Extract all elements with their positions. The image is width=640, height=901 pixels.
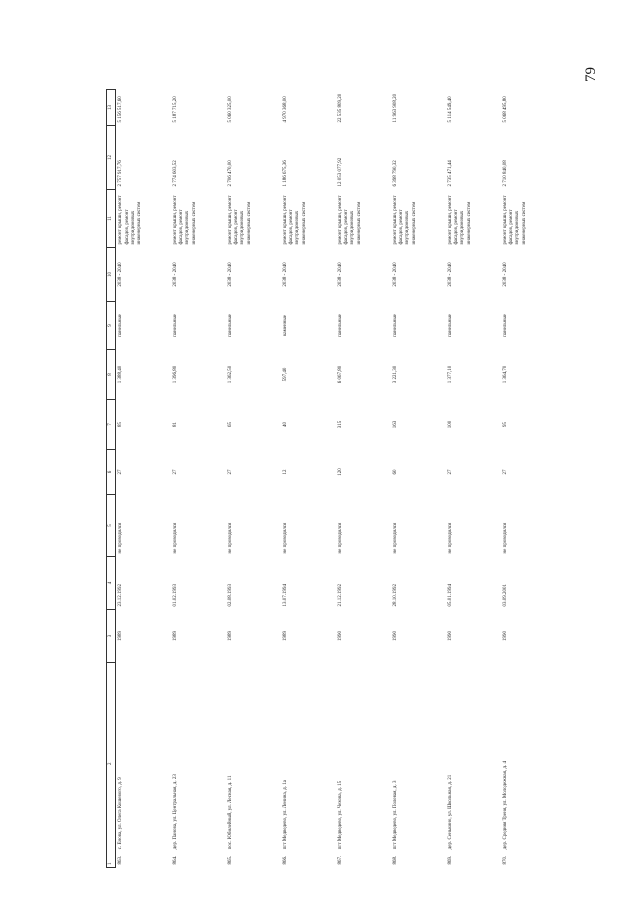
work-types-cell: ремонт крыши, ремонт фасадов, ремонт внутридомовых инженерных систем	[282, 195, 307, 245]
date-cell: 13.07.1994	[282, 584, 288, 607]
column-6-cell: 27	[447, 469, 453, 475]
table-body	[107, 90, 556, 868]
address-text: дер. Сенькино, ул. Школьная, д. 21	[447, 774, 453, 850]
address-cell	[171, 663, 226, 868]
cost-cell: 2 757 917,76	[118, 160, 124, 187]
column-7-cell: 95	[502, 422, 508, 427]
date-cell: 23.12.1992	[118, 584, 124, 607]
year-built-cell: 1990	[392, 631, 398, 641]
table-row	[226, 90, 281, 868]
column-number: 12	[107, 126, 116, 190]
column-7-cell: 85	[118, 422, 124, 427]
renovation-cell: не проводился	[118, 522, 124, 554]
year-built-cell: 1989	[282, 631, 288, 641]
renovation-cell: не проводился	[502, 522, 508, 554]
row-number: 868.	[392, 855, 398, 865]
area-cell: 1 364,70	[502, 365, 508, 384]
table-row	[281, 90, 336, 868]
address-text: пос. Юбилейный, ул. Лесная, д. 11	[227, 775, 233, 850]
cost-cell: 1 186 675,36	[282, 160, 288, 187]
column-6-cell: 27	[502, 469, 508, 475]
total-cell: 5 187 715,20	[172, 96, 178, 123]
date-cell: 21.12.1992	[337, 584, 343, 607]
period-cell: 2038 - 2040	[282, 262, 288, 287]
total-cell: 5 060 325,00	[227, 96, 233, 123]
column-number: 6	[107, 450, 116, 495]
total-cell: 5 068 495,80	[502, 96, 508, 123]
year-built-cell: 1990	[447, 631, 453, 641]
wall-type-cell: панельные	[172, 314, 178, 337]
address-cell	[336, 663, 391, 868]
cost-cell: 2 735 471,44	[447, 160, 453, 187]
total-cell: 11 963 908,20	[392, 93, 398, 123]
cost-cell: 2 774 603,52	[172, 160, 178, 187]
period-cell: 2038 - 2040	[502, 262, 508, 287]
renovation-cell: не проводился	[447, 522, 453, 554]
column-number: 5	[107, 495, 116, 557]
address-text: с. Енова, ул. Олега Кошевого, д. 9	[118, 777, 124, 850]
work-types-cell: ремонт крыши, ремонт фасадов, ремонт внутридомовых инженерных систем	[502, 195, 527, 245]
wall-type-cell: панельные	[392, 314, 398, 337]
year-built-cell: 1989	[227, 631, 233, 641]
address-cell	[226, 663, 281, 868]
renovation-cell: не проводился	[282, 522, 288, 554]
period-cell: 2038 - 2040	[118, 262, 124, 287]
renovation-cell: не проводился	[172, 522, 178, 554]
area-cell: 1 388,40	[118, 365, 124, 384]
column-number-row	[107, 90, 116, 868]
column-number: 4	[107, 557, 116, 610]
wall-type-cell: панельные	[118, 314, 124, 337]
row-number: 863.	[118, 855, 124, 865]
total-cell: 5 114 549,40	[447, 96, 453, 123]
column-number: 13	[107, 90, 116, 126]
year-built-cell: 1989	[172, 631, 178, 641]
cost-cell: 2 710 840,08	[502, 160, 508, 187]
work-types-cell: ремонт крыши, ремонт фасадов, ремонт внутридомовых инженерных систем	[227, 195, 252, 245]
column-6-cell: 12	[282, 469, 288, 475]
total-cell: 4 970 368,00	[282, 96, 288, 123]
renovation-cell: не проводился	[227, 522, 233, 554]
period-cell: 2038 - 2040	[172, 262, 178, 287]
address-cell	[391, 663, 446, 868]
row-number: 864.	[172, 855, 178, 865]
table-row	[116, 90, 171, 868]
work-types-cell: ремонт крыши, ремонт фасадов, ремонт внутридомовых инженерных систем	[392, 195, 417, 245]
area-cell: 1 377,10	[447, 365, 453, 384]
address-text: пгт Медведево, ул. Чехова, д. 15	[337, 780, 343, 850]
address-text: дер. Панова, ул. Центральная, д. 23	[172, 774, 178, 850]
column-number: 9	[107, 302, 116, 350]
column-7-cell: 40	[282, 422, 288, 427]
column-number-1: 1	[108, 862, 113, 865]
column-7-cell: 81	[172, 422, 178, 427]
cost-cell: 12 053 077,92	[337, 157, 343, 187]
work-types-cell: ремонт крыши, ремонт фасадов, ремонт внутридомовых инженерных систем	[447, 195, 472, 245]
date-cell: 02.08.1993	[227, 584, 233, 607]
renovation-cell: не проводился	[392, 522, 398, 554]
renovation-cell: не проводился	[337, 522, 343, 554]
year-built-cell: 1989	[118, 631, 124, 641]
work-types-cell: ремонт крыши, ремонт фасадов, ремонт внутридомовых инженерных систем	[337, 195, 362, 245]
wall-type-cell: панельные	[447, 314, 453, 337]
table-row	[391, 90, 446, 868]
page-number: 79	[583, 67, 599, 82]
area-cell: 1 396,80	[172, 365, 178, 384]
column-number: 7	[107, 400, 116, 450]
period-cell: 2038 - 2040	[337, 262, 343, 287]
row-number: 870.	[502, 855, 508, 865]
wall-type-cell: каменные	[282, 315, 288, 336]
address-text: пгт Медведево, ул. Полевая, д. 3	[392, 780, 398, 850]
column-6-cell: 27	[227, 469, 233, 475]
row-number: 869.	[447, 855, 453, 865]
row-number: 865.	[227, 855, 233, 865]
column-number-2: 2	[108, 762, 113, 765]
housing-register-table	[106, 89, 556, 868]
column-number	[107, 663, 116, 868]
rotated-table-stage	[106, 90, 556, 868]
column-6-cell: 120	[337, 468, 343, 476]
area-cell: 6 067,80	[337, 365, 343, 384]
table-row	[336, 90, 391, 868]
work-types-cell: ремонт крыши, ремонт фасадов, ремонт внутридомовых инженерных систем	[118, 195, 142, 245]
column-6-cell: 27	[118, 469, 124, 475]
table-row	[446, 90, 501, 868]
address-cell	[116, 663, 171, 868]
column-number: 3	[107, 610, 116, 663]
table-row	[501, 90, 556, 868]
period-cell: 2038 - 2040	[392, 262, 398, 287]
address-text: пгт Медведево, ул. Ленина, д. 1а	[282, 780, 288, 850]
column-7-cell: 315	[337, 420, 343, 429]
date-cell: 05.01.1994	[447, 584, 453, 607]
cost-cell: 6 398 790,32	[392, 160, 398, 187]
area-cell: 597,40	[282, 367, 288, 382]
address-cell	[281, 663, 336, 868]
work-types-cell: ремонт крыши, ремонт фасадов, ремонт внутридомовых инженерных систем	[172, 195, 197, 245]
total-cell: 5 156 517,60	[118, 96, 124, 123]
address-cell	[446, 663, 501, 868]
row-number: 867.	[337, 855, 343, 865]
column-number: 10	[107, 248, 116, 302]
column-7-cell: 65	[227, 422, 233, 427]
row-number: 866.	[282, 855, 288, 865]
wall-type-cell: панельные	[337, 314, 343, 337]
table-row	[171, 90, 226, 868]
column-6-cell: 27	[172, 469, 178, 475]
date-cell: 28.10.1992	[392, 584, 398, 607]
column-7-cell: 100	[447, 420, 453, 429]
date-cell: 01.02.1993	[172, 584, 178, 607]
address-text: дер. Средняя Треня, ул. Молодежная, д. 4	[502, 761, 508, 850]
total-cell: 22 535 809,20	[337, 93, 343, 123]
area-cell: 1 362,50	[227, 365, 233, 384]
column-7-cell: 163	[392, 420, 398, 429]
period-cell: 2038 - 2040	[227, 262, 233, 287]
column-6-cell: 60	[392, 469, 398, 475]
wall-type-cell: панельные	[227, 314, 233, 337]
area-cell: 3 221,30	[392, 365, 398, 384]
year-built-cell: 1990	[337, 631, 343, 641]
year-built-cell: 1990	[502, 631, 508, 641]
date-cell: 03.09.2001	[502, 584, 508, 607]
wall-type-cell: панельные	[502, 314, 508, 337]
cost-cell: 2 706 470,00	[227, 160, 233, 187]
address-cell	[501, 663, 556, 868]
column-number: 11	[107, 190, 116, 248]
column-number: 8	[107, 350, 116, 400]
period-cell: 2038 - 2040	[447, 262, 453, 287]
